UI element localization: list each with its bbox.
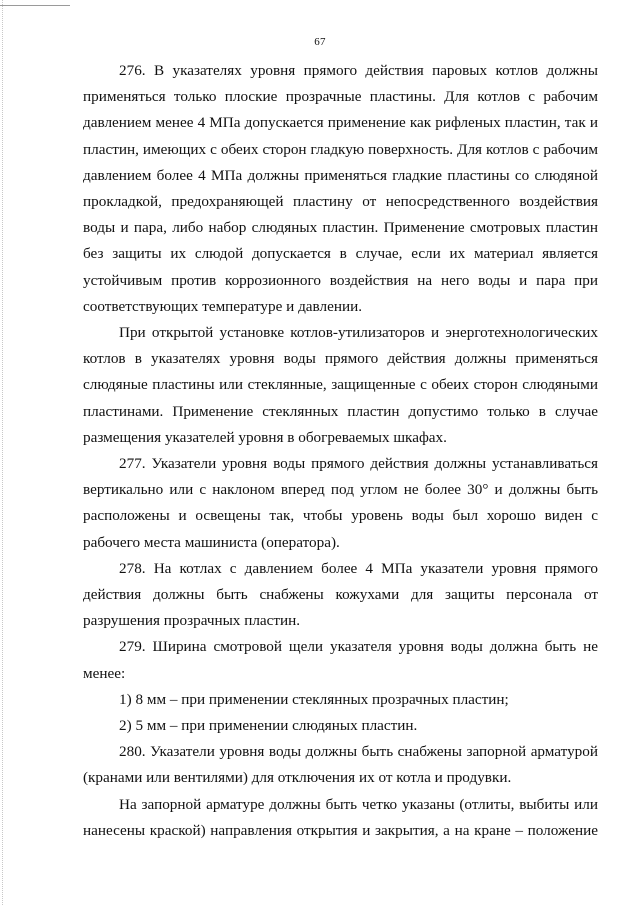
list-item-1: 1) 8 мм – при применении стеклянных прозрачных пластин;: [119, 690, 509, 708]
list-item-2: 2) 5 мм – при применении слюдяных пластин.: [119, 717, 418, 735]
paragraph-shutoff-marking: На запорной арматуре должны быть четко указаны (отлиты, выбиты или нанесены краской) направления открытия и закрытия, а на кране – положение: [83, 795, 598, 839]
paragraph-279: 279. Ширина смотровой щели указателя уровня воды должна быть не менее:: [83, 638, 598, 682]
scan-left-edge: [2, 0, 3, 905]
scan-edge-line: [0, 5, 70, 6]
paragraph-276: 276. В указателях уровня прямого действия паровых котлов должны применяться только плоские прозрачные пластины. Для котлов с рабочим давлением менее 4 МПа допускается применение как рифленых пластин, так и пластин, имеющих с обеих сторон гладкую поверхность. Для котлов с рабочим давлением более 4 МПа должны применяться гладкие пластины со слюдяной прокладкой, предохраняющей пластину от непосредственного воздействия воды и пара, либо набор слюдяных пластин. Применение смотровых пластин без защиты их слюдой допускается в случае, если их материал является устойчивым против коррозионного воздействия на него воды и пара при соответствующих температуре и давлении.: [83, 62, 598, 315]
paragraph-open-installation: При открытой установке котлов-утилизаторов и энерготехнологических котлов в указателях уровня воды прямого действия должны применяться слюдяные пластины или стеклянные, защищенные с обеих сторон слюдяными пластинами. Применение стеклянных пластин допустимо только в случае размещения указателей уровня в обогреваемых шкафах.: [83, 324, 598, 446]
paragraph-280: 280. Указатели уровня воды должны быть снабжены запорной арматурой (кранами или вентилями) для отключения их от котла и продувки.: [83, 743, 598, 787]
paragraph-277: 277. Указатели уровня воды прямого действия должны устанавливаться вертикально или с наклоном вперед под углом не более 30° и должны быть расположены и освещены так, чтобы уровень воды был хорошо виден с рабочего места машиниста (оператора).: [83, 455, 598, 551]
paragraph-278: 278. На котлах с давлением более 4 МПа указатели уровня прямого действия должны быть снабжены кожухами для защиты персонала от разрушения прозрачных пластин.: [83, 559, 598, 630]
document-body: [83, 58, 598, 844]
page-number: 67: [314, 36, 326, 48]
